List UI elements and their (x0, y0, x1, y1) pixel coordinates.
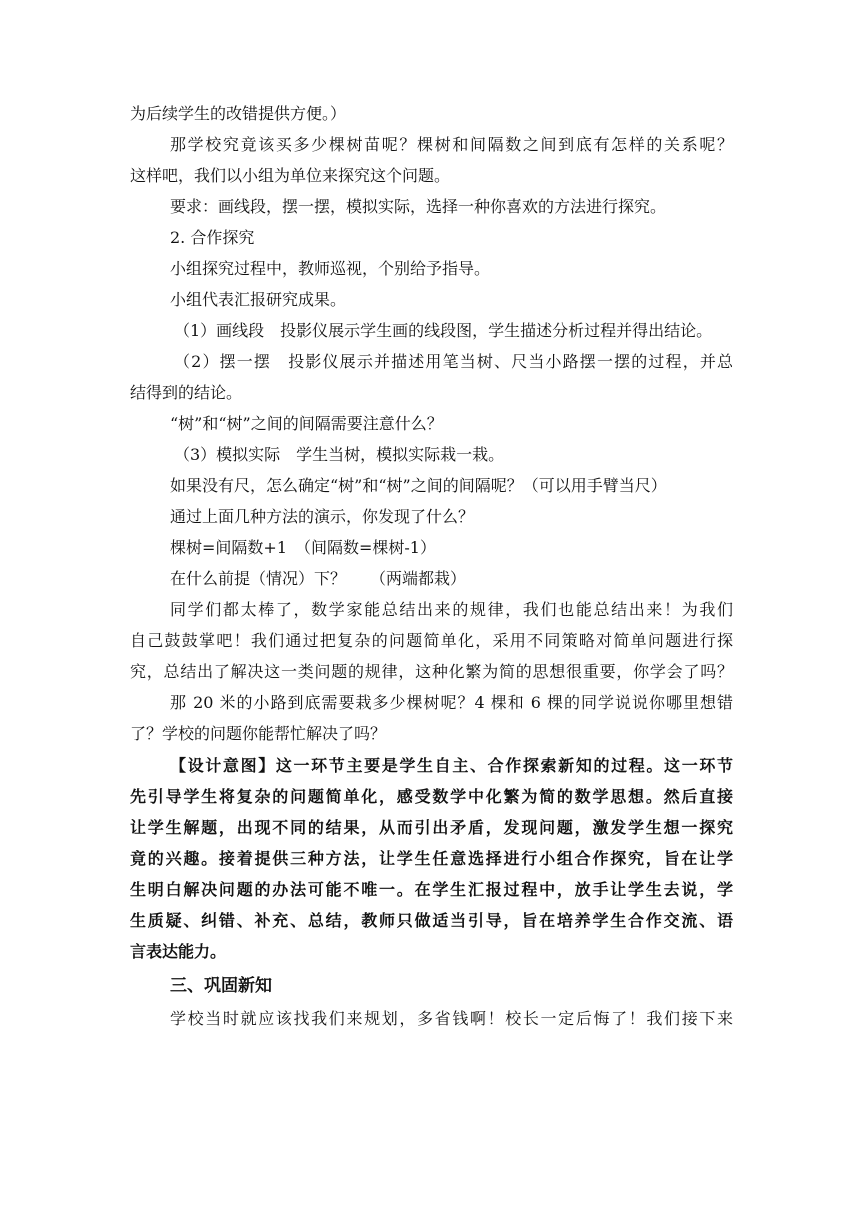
paragraph-line: 究，总结出了解决这一类问题的规律，这种化繁为简的思想很重要，你学会了吗？ (130, 662, 733, 681)
paragraph-line: 通过上面几种方法的演示，你发现了什么？ (170, 507, 475, 526)
document-page (130, 98, 733, 1034)
design-intent-line: 生明白解决问题的办法可能不唯一。在学生汇报过程中，放手让学生去说，学 (130, 880, 733, 899)
design-intent-line: 让学生解题，出现不同的结果，从而引出矛盾，发现问题，激发学生想一探究 (130, 818, 733, 837)
paragraph-line: “树”和“树”之间的间隔需要注意什么？ (170, 414, 443, 433)
formula-line: 棵树=间隔数+1 （间隔数=棵树-1） (170, 538, 436, 557)
design-intent-line: 生质疑、纠错、补充、总结，教师只做适当引导，旨在培养学生合作交流、语 (130, 911, 733, 930)
paragraph-line: 自己鼓鼓掌吧！我们通过把复杂的问题简单化，采用不同策略对简单问题进行探 (130, 631, 733, 650)
paragraph-line: 学校当时就应该找我们来规划，多省钱啊！校长一定后悔了！我们接下来 (170, 1009, 733, 1028)
paragraph-line: 了？学校的问题你能帮忙解决了吗？ (130, 724, 387, 743)
paragraph-line: 如果没有尺，怎么确定“树”和“树”之间的间隔呢？（可以用手臂当尺） (170, 476, 667, 495)
design-intent-line: 言表达能力。 (130, 942, 227, 961)
paragraph-line: 那学校究竟该买多少棵树苗呢？棵树和间隔数之间到底有怎样的关系呢？ (170, 135, 733, 154)
design-intent-line: 【设计意图】这一环节主要是学生自主、合作探索新知的过程。这一环节 (170, 756, 733, 775)
design-intent-line: 先引导学生将复杂的问题简单化，感受数学中化繁为简的数学思想。然后直接 (130, 787, 733, 806)
paragraph-line: 要求：画线段，摆一摆，模拟实际，选择一种你喜欢的方法进行探究。 (170, 197, 667, 216)
paragraph-line: 同学们都太棒了，数学家能总结出来的规律，我们也能总结出来！为我们 (170, 600, 733, 619)
paragraph-line: 小组代表汇报研究成果。 (170, 290, 347, 309)
subsection-heading: 2. 合作探究 (170, 228, 255, 247)
paragraph-line: 结得到的结论。 (130, 383, 243, 402)
paragraph-line: （2）摆一摆 投影仪展示并描述用笔当树、尺当小路摆一摆的过程，并总 (174, 352, 733, 371)
section-heading: 三、巩固新知 (170, 976, 272, 996)
paragraph-line: 为后续学生的改错提供方便。） (130, 104, 347, 123)
design-intent-line: 竟的兴趣。接着提供三种方法，让学生任意选择进行小组合作探究，旨在让学 (130, 849, 733, 868)
paragraph-line: （3）模拟实际 学生当树，模拟实际栽一栽。 (174, 445, 505, 464)
paragraph-line: （1）画线段 投影仪展示学生画的线段图，学生描述分析过程并得出结论。 (174, 321, 713, 340)
paragraph-line: 这样吧，我们以小组为单位来探究这个问题。 (130, 166, 451, 185)
paragraph-line: 在什么前提（情况）下？ （两端都栽） (170, 569, 467, 588)
paragraph-line: 那 20 米的小路到底需要栽多少棵树呢？4 棵和 6 棵的同学说说你哪里想错 (170, 693, 733, 712)
paragraph-line: 小组探究过程中，教师巡视，个别给予指导。 (170, 259, 491, 278)
